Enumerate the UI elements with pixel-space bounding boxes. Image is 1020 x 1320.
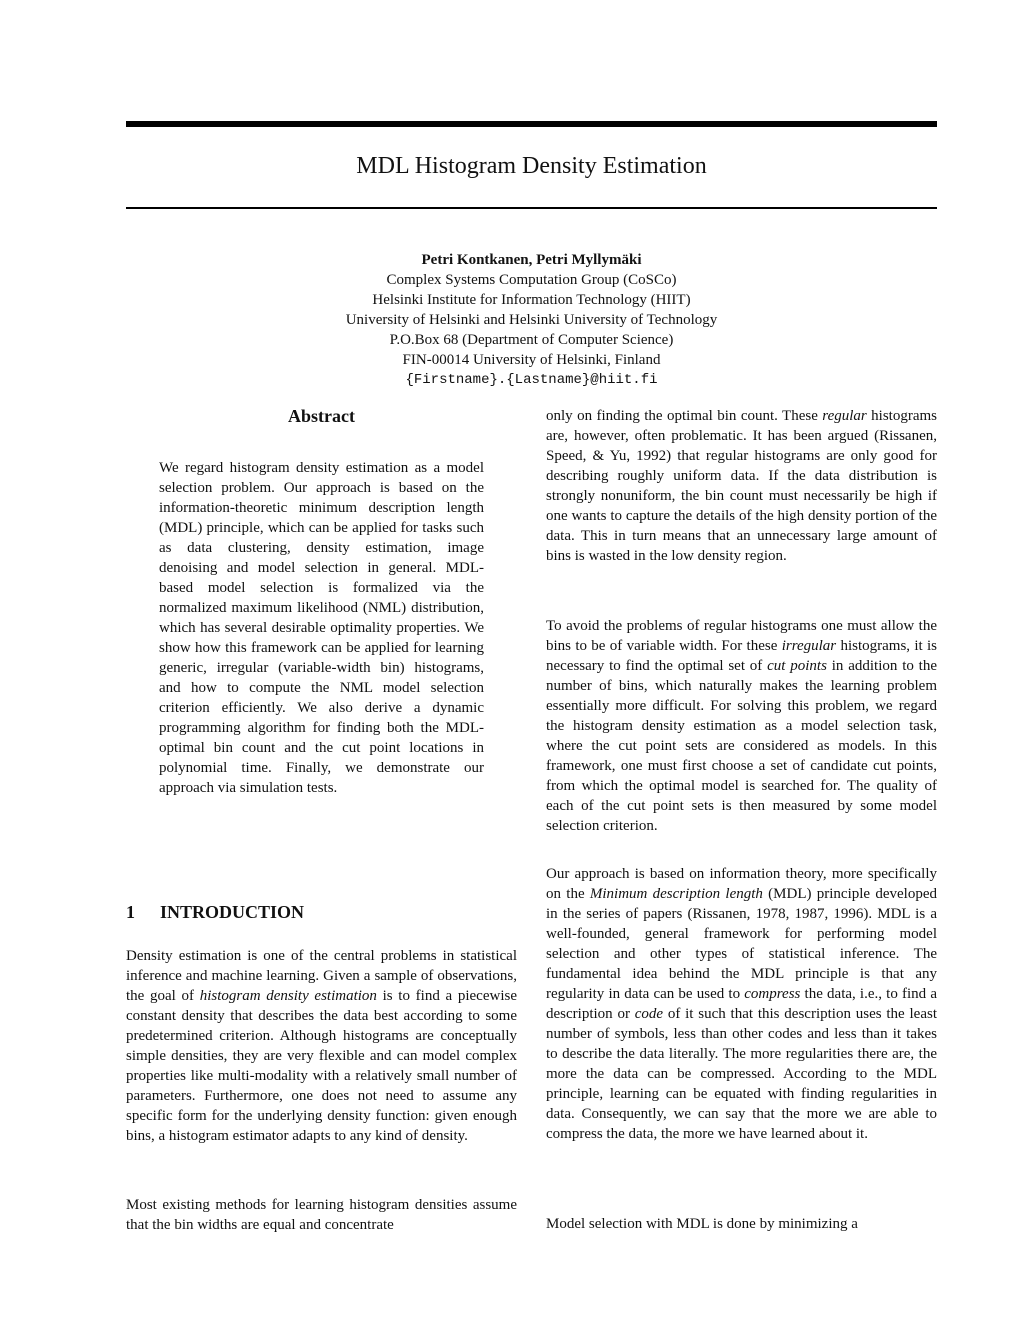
emphasis-run: compress: [744, 986, 801, 1002]
text-run: Density estimation is one of the central problems in statistical inference and machine learning. Given a sample of observations, the goal of: [126, 948, 517, 1004]
right-paragraph-2: [546, 616, 937, 836]
intro-paragraph-2: Most existing methods for learning histogram densities assume that the bin widths are equal and concentrate: [126, 1197, 517, 1233]
paper-title: MDL Histogram Density Estimation: [356, 153, 707, 179]
affiliation-line: University of Helsinki and Helsinki University of Technology: [345, 312, 718, 328]
text-run: Our approach is based on information theory, more specifically on the: [546, 866, 937, 902]
author-block: [126, 250, 937, 390]
emphasis-run: histogram density estimation: [199, 988, 377, 1004]
affiliation-line: FIN-00014 University of Helsinki, Finland: [402, 352, 661, 368]
abstract-text: We regard histogram density estimation as a model selection problem. Our approach is based on the information-theoretic minimum description length (MDL) principle, which can be applied for tasks such as data clustering, density estimation, image denoising and model selection in general. MDL-based model selection is formalized via the normalized maximum likelihood (NML) distribution, which has several desirable optimality properties. We show how this framework can be applied for learning generic, irregular (variable-width bin) histograms, and how to compute the NML model selection criterion efficiently. We also derive a dynamic programming algorithm for finding both the MDL-optimal bin count and the cut point locations in polynomial time. Finally, we demonstrate our approach via simulation tests.: [159, 460, 484, 796]
text-run: in addition to the number of bins, which naturally makes the learning problem essentially more difficult. For solving this problem, we regard the histogram density estimation as a model selection task, where the cut point sets are considered as models. In this framework, one must first choose a set of candidate cut points, from which the optimal model is searched for. The quality of each of the cut point sets is then measured by some model selection criterion.: [546, 658, 937, 834]
text-run: only on finding the optimal bin count. These: [546, 408, 823, 424]
abstract-heading: Abstract: [288, 406, 355, 426]
emphasis-run: Minimum description length: [589, 886, 763, 902]
text-run: (MDL) principle developed in the series of papers (Rissanen, 1978, 1987, 1996). MDL is a well-founded, general framework for performing model selection and other types of statistical inference. The fundamental idea behind the MDL principle is that any regularity in data can be used to: [546, 886, 937, 1002]
right-paragraph-1: [546, 406, 937, 566]
affiliation-line: P.O.Box 68 (Department of Computer Science): [389, 332, 674, 348]
section-number: 1: [126, 902, 135, 922]
emphasis-run: code: [634, 1006, 664, 1022]
emphasis-run: regular: [822, 408, 867, 424]
right-paragraph-4: Model selection with MDL is done by minimizing a: [546, 1216, 858, 1232]
intro-paragraph-1: [126, 946, 517, 1146]
affiliation-line: Complex Systems Computation Group (CoSCo): [386, 272, 677, 288]
text-run: To avoid the problems of regular histograms one must allow the bins to be of variable width. For these: [546, 618, 937, 654]
text-run: the data, i.e., to find a description or: [546, 986, 937, 1022]
text-run: histograms are, however, often problematic. It has been argued (Rissanen, Speed, & Yu, 1992) that regular histograms are only good for describing roughly uniform data. If the data distribution is strongly nonuniform, the bin count must necessarily be high if one wants to capture the details of the high density portion of the data. This in turn means that an unnecessary large amount of bins is wasted in the low density region.: [546, 408, 937, 564]
section-heading: [126, 900, 517, 924]
right-paragraph-3: [546, 864, 937, 1144]
section-title: INTRODUCTION: [160, 902, 305, 922]
affiliation-line: Helsinki Institute for Information Technology (HIIT): [372, 292, 691, 308]
author-email: {Firstname}.{Lastname}@hiit.fi: [405, 372, 658, 388]
text-run: histograms, it is necessary to find the optimal set of: [546, 638, 937, 674]
title-rule-top: [126, 121, 937, 127]
title-rule-bottom: [126, 207, 937, 209]
text-run: is to find a piecewise constant density that describes the data best according to some predetermined criterion. Although histograms are conceptually simple densities, they are very flexible and can model complex properties like multi-modality with a relatively small number of parameters. Furthermore, one does not need to assume any specific form for the underlying density function: given enough bins, a histogram estimator adapts to any kind of density.: [126, 988, 517, 1144]
text-run: of it such that this description uses the least number of symbols, less than other codes and less than it takes to describe the data literally. The more regularities there are, the more the data can be compressed. According to the MDL principle, learning can be equated with finding regularities in data. Consequently, we can say that the more we are able to compress the data, the more we have learned about it.: [546, 1006, 937, 1142]
author-names: Petri Kontkanen, Petri Myllymäki: [421, 252, 642, 268]
emphasis-run: cut points: [767, 658, 827, 674]
emphasis-run: irregular: [781, 638, 837, 654]
